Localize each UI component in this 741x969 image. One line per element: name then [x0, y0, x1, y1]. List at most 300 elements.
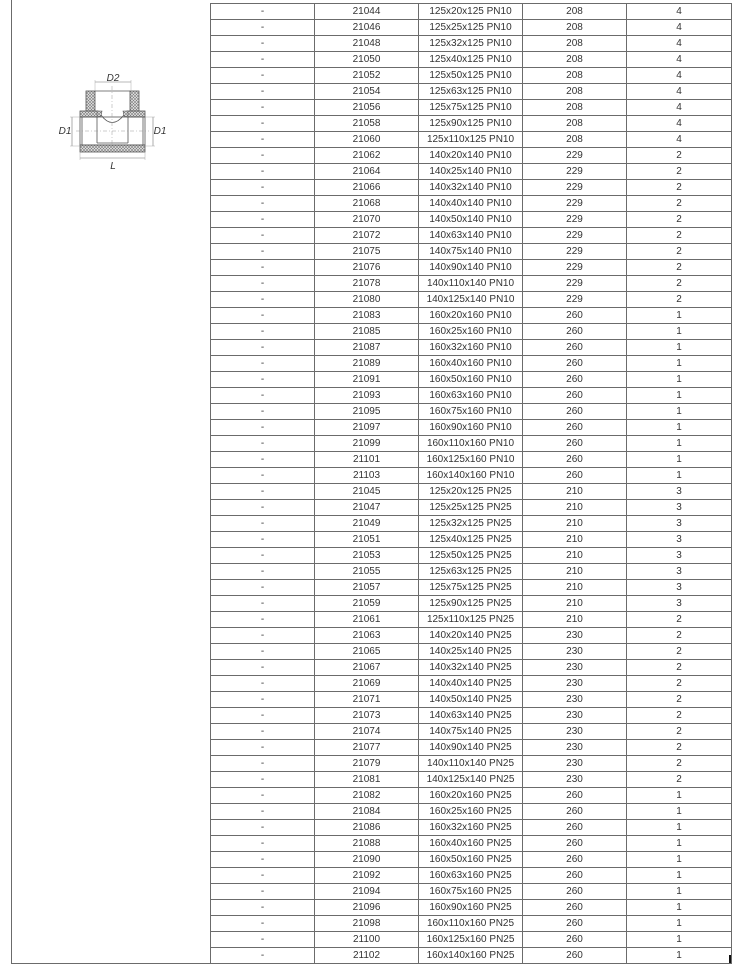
cell-length: 260 — [523, 388, 627, 404]
cell-code: 21075 — [315, 244, 419, 260]
cell-size: 125x50x125 PN25 — [419, 548, 523, 564]
cell-quantity: 2 — [627, 708, 732, 724]
cell-dash: - — [211, 68, 315, 84]
cell-length: 230 — [523, 692, 627, 708]
cell-length: 260 — [523, 420, 627, 436]
table-row — [211, 692, 732, 708]
cell-quantity: 1 — [627, 948, 732, 964]
table-row — [211, 852, 732, 868]
cell-size: 160x25x160 PN10 — [419, 324, 523, 340]
cell-length: 208 — [523, 4, 627, 20]
table-row — [211, 836, 732, 852]
cell-code: 21054 — [315, 84, 419, 100]
table-row — [211, 516, 732, 532]
cell-size: 160x125x160 PN25 — [419, 932, 523, 948]
cell-code: 21072 — [315, 228, 419, 244]
cell-dash: - — [211, 676, 315, 692]
cell-code: 21065 — [315, 644, 419, 660]
table-row — [211, 20, 732, 36]
cell-size: 125x50x125 PN10 — [419, 68, 523, 84]
cell-length: 260 — [523, 948, 627, 964]
cell-length: 229 — [523, 164, 627, 180]
cell-code: 21091 — [315, 372, 419, 388]
cell-length: 260 — [523, 868, 627, 884]
cell-quantity: 4 — [627, 84, 732, 100]
cell-size: 140x75x140 PN10 — [419, 244, 523, 260]
cell-quantity: 1 — [627, 436, 732, 452]
cell-length: 230 — [523, 756, 627, 772]
cell-code: 21083 — [315, 308, 419, 324]
cell-size: 160x75x160 PN10 — [419, 404, 523, 420]
table-row — [211, 100, 732, 116]
cell-quantity: 2 — [627, 740, 732, 756]
d1-right-label: D1 — [153, 126, 167, 137]
cell-length: 210 — [523, 532, 627, 548]
cell-size: 125x63x125 PN25 — [419, 564, 523, 580]
cell-quantity: 2 — [627, 612, 732, 628]
cell-quantity: 4 — [627, 100, 732, 116]
cell-quantity: 1 — [627, 820, 732, 836]
cell-quantity: 4 — [627, 68, 732, 84]
cell-dash: - — [211, 580, 315, 596]
cell-length: 210 — [523, 484, 627, 500]
cell-dash: - — [211, 20, 315, 36]
cell-quantity: 3 — [627, 516, 732, 532]
cell-length: 260 — [523, 884, 627, 900]
cell-length: 210 — [523, 548, 627, 564]
cell-length: 260 — [523, 372, 627, 388]
cell-quantity: 1 — [627, 900, 732, 916]
cell-quantity: 3 — [627, 500, 732, 516]
cell-size: 125x25x125 PN10 — [419, 20, 523, 36]
cell-size: 160x110x160 PN25 — [419, 916, 523, 932]
cell-dash: - — [211, 180, 315, 196]
cell-size: 160x32x160 PN25 — [419, 820, 523, 836]
cell-quantity: 2 — [627, 644, 732, 660]
cell-length: 230 — [523, 628, 627, 644]
table-row — [211, 596, 732, 612]
cell-size: 160x20x160 PN25 — [419, 788, 523, 804]
cell-code: 21089 — [315, 356, 419, 372]
cell-code: 21060 — [315, 132, 419, 148]
table-row — [211, 948, 732, 964]
table-row — [211, 452, 732, 468]
cell-size: 125x25x125 PN25 — [419, 500, 523, 516]
cell-size: 140x25x140 PN25 — [419, 644, 523, 660]
cell-length: 260 — [523, 356, 627, 372]
table-row — [211, 388, 732, 404]
cell-length: 260 — [523, 916, 627, 932]
cell-dash: - — [211, 916, 315, 932]
cell-quantity: 1 — [627, 324, 732, 340]
cell-quantity: 1 — [627, 804, 732, 820]
cell-code: 21056 — [315, 100, 419, 116]
cell-code: 21084 — [315, 804, 419, 820]
cell-quantity: 1 — [627, 788, 732, 804]
product-table — [210, 3, 731, 964]
cell-size: 160x140x160 PN25 — [419, 948, 523, 964]
table-row — [211, 148, 732, 164]
cell-size: 140x20x140 PN10 — [419, 148, 523, 164]
cell-code: 21048 — [315, 36, 419, 52]
cell-length: 229 — [523, 212, 627, 228]
cell-dash: - — [211, 276, 315, 292]
cell-size: 125x20x125 PN25 — [419, 484, 523, 500]
cell-dash: - — [211, 100, 315, 116]
cell-quantity: 2 — [627, 772, 732, 788]
cell-quantity: 4 — [627, 132, 732, 148]
cell-length: 260 — [523, 852, 627, 868]
cell-dash: - — [211, 212, 315, 228]
cell-code: 21052 — [315, 68, 419, 84]
cell-dash: - — [211, 868, 315, 884]
cell-length: 208 — [523, 84, 627, 100]
cell-code: 21049 — [315, 516, 419, 532]
cell-size: 160x75x160 PN25 — [419, 884, 523, 900]
table-row — [211, 180, 732, 196]
cell-code: 21051 — [315, 532, 419, 548]
cell-size: 160x50x160 PN10 — [419, 372, 523, 388]
cell-size: 160x90x160 PN10 — [419, 420, 523, 436]
cell-dash: - — [211, 164, 315, 180]
cell-quantity: 4 — [627, 4, 732, 20]
cell-quantity: 2 — [627, 676, 732, 692]
cell-size: 140x90x140 PN25 — [419, 740, 523, 756]
cell-code: 21103 — [315, 468, 419, 484]
cell-dash: - — [211, 196, 315, 212]
cell-dash: - — [211, 132, 315, 148]
cell-code: 21074 — [315, 724, 419, 740]
cell-size: 160x50x160 PN25 — [419, 852, 523, 868]
cell-quantity: 1 — [627, 356, 732, 372]
table-row — [211, 612, 732, 628]
cell-dash: - — [211, 388, 315, 404]
cell-code: 21044 — [315, 4, 419, 20]
cell-dash: - — [211, 820, 315, 836]
cell-size: 160x25x160 PN25 — [419, 804, 523, 820]
cell-length: 260 — [523, 404, 627, 420]
table-row — [211, 660, 732, 676]
cell-length: 260 — [523, 340, 627, 356]
cell-size: 140x125x140 PN25 — [419, 772, 523, 788]
table-row — [211, 644, 732, 660]
cell-quantity: 2 — [627, 292, 732, 308]
table-row — [211, 132, 732, 148]
cell-dash: - — [211, 884, 315, 900]
cell-quantity: 1 — [627, 388, 732, 404]
cell-dash: - — [211, 244, 315, 260]
cell-size: 160x140x160 PN10 — [419, 468, 523, 484]
cell-dash: - — [211, 900, 315, 916]
cell-code: 21077 — [315, 740, 419, 756]
cell-code: 21079 — [315, 756, 419, 772]
table-row — [211, 724, 732, 740]
cell-length: 230 — [523, 644, 627, 660]
cell-code: 21071 — [315, 692, 419, 708]
cell-size: 160x63x160 PN25 — [419, 868, 523, 884]
cell-dash: - — [211, 516, 315, 532]
table-row — [211, 580, 732, 596]
cell-code: 21101 — [315, 452, 419, 468]
cell-size: 160x125x160 PN10 — [419, 452, 523, 468]
cell-quantity: 2 — [627, 228, 732, 244]
cell-dash: - — [211, 948, 315, 964]
cell-quantity: 1 — [627, 372, 732, 388]
reducing-tee-drawing — [55, 68, 175, 178]
cell-dash: - — [211, 228, 315, 244]
cell-code: 21078 — [315, 276, 419, 292]
cell-quantity: 4 — [627, 36, 732, 52]
table-row — [211, 820, 732, 836]
table-row — [211, 788, 732, 804]
cell-length: 260 — [523, 804, 627, 820]
table-row — [211, 868, 732, 884]
cell-quantity: 2 — [627, 148, 732, 164]
cell-length: 260 — [523, 836, 627, 852]
cell-dash: - — [211, 324, 315, 340]
cell-length: 208 — [523, 68, 627, 84]
cell-dash: - — [211, 756, 315, 772]
cell-dash: - — [211, 708, 315, 724]
cell-size: 140x50x140 PN25 — [419, 692, 523, 708]
table-row — [211, 628, 732, 644]
cell-quantity: 1 — [627, 340, 732, 356]
cell-length: 260 — [523, 900, 627, 916]
cell-size: 140x63x140 PN25 — [419, 708, 523, 724]
length-label: L — [110, 161, 116, 172]
table-row — [211, 564, 732, 580]
cell-size: 160x63x160 PN10 — [419, 388, 523, 404]
cell-length: 229 — [523, 276, 627, 292]
cell-quantity: 2 — [627, 692, 732, 708]
table-row — [211, 244, 732, 260]
left-panel-border — [11, 0, 12, 964]
cell-quantity: 2 — [627, 180, 732, 196]
cell-size: 125x40x125 PN25 — [419, 532, 523, 548]
cell-quantity: 2 — [627, 164, 732, 180]
cell-size: 160x32x160 PN10 — [419, 340, 523, 356]
cell-dash: - — [211, 500, 315, 516]
cell-size: 140x50x140 PN10 — [419, 212, 523, 228]
cell-length: 260 — [523, 452, 627, 468]
cell-quantity: 4 — [627, 116, 732, 132]
cell-length: 210 — [523, 596, 627, 612]
table-row — [211, 548, 732, 564]
cell-length: 229 — [523, 196, 627, 212]
cell-dash: - — [211, 532, 315, 548]
cell-dash: - — [211, 340, 315, 356]
table-row — [211, 52, 732, 68]
cell-length: 229 — [523, 228, 627, 244]
cell-code: 21100 — [315, 932, 419, 948]
cell-length: 210 — [523, 500, 627, 516]
cell-dash: - — [211, 724, 315, 740]
cell-size: 125x40x125 PN10 — [419, 52, 523, 68]
cell-code: 21085 — [315, 324, 419, 340]
table-row — [211, 4, 732, 20]
cell-dash: - — [211, 740, 315, 756]
cell-size: 125x110x125 PN25 — [419, 612, 523, 628]
table-row — [211, 116, 732, 132]
cell-length: 230 — [523, 676, 627, 692]
cell-size: 140x75x140 PN25 — [419, 724, 523, 740]
cell-dash: - — [211, 404, 315, 420]
cell-dash: - — [211, 468, 315, 484]
table-row — [211, 84, 732, 100]
cell-quantity: 1 — [627, 916, 732, 932]
d1-left-label: D1 — [58, 126, 72, 137]
cell-quantity: 1 — [627, 468, 732, 484]
table-row — [211, 340, 732, 356]
cell-length: 230 — [523, 740, 627, 756]
cell-quantity: 2 — [627, 756, 732, 772]
cell-quantity: 1 — [627, 452, 732, 468]
cell-dash: - — [211, 148, 315, 164]
cell-code: 21099 — [315, 436, 419, 452]
table-row — [211, 484, 732, 500]
cell-code: 21062 — [315, 148, 419, 164]
cell-size: 140x125x140 PN10 — [419, 292, 523, 308]
cell-size: 140x20x140 PN25 — [419, 628, 523, 644]
cell-size: 125x32x125 PN25 — [419, 516, 523, 532]
cell-code: 21059 — [315, 596, 419, 612]
cell-code: 21093 — [315, 388, 419, 404]
cell-length: 208 — [523, 52, 627, 68]
cell-code: 21058 — [315, 116, 419, 132]
cell-size: 125x63x125 PN10 — [419, 84, 523, 100]
tee-body — [76, 86, 149, 152]
cell-quantity: 3 — [627, 548, 732, 564]
cell-size: 160x40x160 PN10 — [419, 356, 523, 372]
cell-dash: - — [211, 84, 315, 100]
product-table-body — [211, 4, 732, 964]
table-row — [211, 68, 732, 84]
cell-length: 260 — [523, 788, 627, 804]
cell-dash: - — [211, 548, 315, 564]
cell-length: 229 — [523, 180, 627, 196]
cell-quantity: 1 — [627, 932, 732, 948]
cell-quantity: 2 — [627, 660, 732, 676]
table-row — [211, 772, 732, 788]
cell-code: 21092 — [315, 868, 419, 884]
cell-code: 21076 — [315, 260, 419, 276]
table-row — [211, 532, 732, 548]
cell-dash: - — [211, 660, 315, 676]
cell-size: 125x32x125 PN10 — [419, 36, 523, 52]
cell-length: 229 — [523, 292, 627, 308]
cell-length: 229 — [523, 244, 627, 260]
cell-size: 140x63x140 PN10 — [419, 228, 523, 244]
cell-size: 140x32x140 PN25 — [419, 660, 523, 676]
cell-dash: - — [211, 308, 315, 324]
cell-quantity: 1 — [627, 308, 732, 324]
cell-length: 230 — [523, 772, 627, 788]
cell-code: 21088 — [315, 836, 419, 852]
cell-size: 140x25x140 PN10 — [419, 164, 523, 180]
table-row — [211, 196, 732, 212]
cell-length: 210 — [523, 516, 627, 532]
cell-quantity: 1 — [627, 836, 732, 852]
cell-length: 208 — [523, 36, 627, 52]
cell-code: 21057 — [315, 580, 419, 596]
cell-code: 21082 — [315, 788, 419, 804]
cell-quantity: 2 — [627, 724, 732, 740]
cell-dash: - — [211, 436, 315, 452]
table-row — [211, 884, 732, 900]
cell-size: 125x75x125 PN10 — [419, 100, 523, 116]
cell-size: 140x40x140 PN25 — [419, 676, 523, 692]
cell-code: 21068 — [315, 196, 419, 212]
cell-code: 21070 — [315, 212, 419, 228]
cell-size: 160x90x160 PN25 — [419, 900, 523, 916]
cell-length: 208 — [523, 100, 627, 116]
cell-dash: - — [211, 932, 315, 948]
cell-dash: - — [211, 484, 315, 500]
table-row — [211, 420, 732, 436]
table-row — [211, 308, 732, 324]
cell-size: 125x20x125 PN10 — [419, 4, 523, 20]
cell-dash: - — [211, 452, 315, 468]
table-row — [211, 164, 732, 180]
table-row — [211, 708, 732, 724]
cell-quantity: 2 — [627, 244, 732, 260]
cell-dash: - — [211, 644, 315, 660]
table-row — [211, 900, 732, 916]
table-row — [211, 292, 732, 308]
table-row — [211, 500, 732, 516]
cell-code: 21087 — [315, 340, 419, 356]
cell-dash: - — [211, 260, 315, 276]
cell-code: 21080 — [315, 292, 419, 308]
cell-dash: - — [211, 4, 315, 20]
cell-dash: - — [211, 772, 315, 788]
cell-quantity: 4 — [627, 20, 732, 36]
cell-length: 260 — [523, 468, 627, 484]
cell-length: 208 — [523, 116, 627, 132]
cell-size: 140x90x140 PN10 — [419, 260, 523, 276]
cell-code: 21050 — [315, 52, 419, 68]
cell-code: 21073 — [315, 708, 419, 724]
table-row — [211, 228, 732, 244]
cell-quantity: 3 — [627, 596, 732, 612]
cell-quantity: 2 — [627, 276, 732, 292]
cell-code: 21095 — [315, 404, 419, 420]
cell-length: 230 — [523, 708, 627, 724]
cell-dash: - — [211, 836, 315, 852]
table-row — [211, 468, 732, 484]
cell-code: 21096 — [315, 900, 419, 916]
cell-quantity: 1 — [627, 868, 732, 884]
table-row — [211, 916, 732, 932]
cell-dash: - — [211, 596, 315, 612]
cell-dash: - — [211, 420, 315, 436]
cell-size: 160x110x160 PN10 — [419, 436, 523, 452]
table-row — [211, 36, 732, 52]
cell-size: 140x110x140 PN10 — [419, 276, 523, 292]
cell-length: 260 — [523, 932, 627, 948]
cell-dash: - — [211, 292, 315, 308]
cell-quantity: 1 — [627, 852, 732, 868]
cell-length: 260 — [523, 436, 627, 452]
cell-code: 21086 — [315, 820, 419, 836]
cell-dash: - — [211, 612, 315, 628]
cell-length: 210 — [523, 580, 627, 596]
table-row — [211, 932, 732, 948]
cell-size: 125x110x125 PN10 — [419, 132, 523, 148]
cell-code: 21069 — [315, 676, 419, 692]
cell-code: 21047 — [315, 500, 419, 516]
cell-length: 230 — [523, 724, 627, 740]
